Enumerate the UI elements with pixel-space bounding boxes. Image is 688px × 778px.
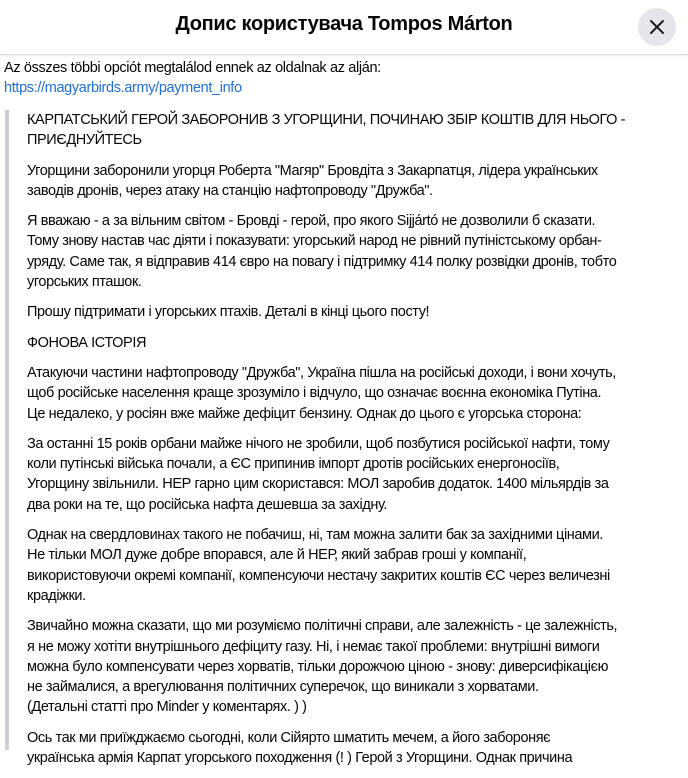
payment-link[interactable]: https://magyarbirds.army/payment_info: [4, 80, 242, 96]
post-paragraph: [27, 333, 625, 353]
paragraph-line: українська армія Карпат угорського походження (! ) Герой з Угорщини. Однак причина: [27, 750, 573, 767]
close-button[interactable]: [638, 8, 676, 46]
paragraph-line: не займалися, а врегулювання політичних суперечок, що виникали з хорватами.: [27, 679, 539, 696]
paragraph-line: Це недалеко, у росіян вже майже дефіцит бензину. Однак до цього є угорська сторона:: [27, 405, 582, 422]
paragraph-line: я не можу хотіти внутрішнього дефіциту газу. Ні, і немає такої проблеми: внутрішні вимоги: [27, 638, 600, 655]
paragraph-line: ПРИЄДНУЙТЕСЬ: [27, 132, 142, 149]
post-paragraph: [27, 302, 625, 322]
paragraph-line: щоб російське населення краще зрозуміло і відчуло, що означає воєнна економіка Путіна.: [27, 385, 602, 402]
paragraph-line: Угорщину звільнили. НЕР гарно цим скористався: МОЛ заробив додаток. 1400 мільярдів за: [27, 476, 609, 493]
dialog-title: Допис користувача Tompos Márton: [175, 13, 513, 35]
paragraph-line: Не тільки МОЛ дуже добре впорався, але й НЕР, який забрав гроші у компанії,: [27, 547, 527, 564]
quoted-post: [5, 110, 688, 767]
paragraph-line: можна було компенсувати через хорватів, тільки дорожчою ціною - знову: диверсифікацією: [27, 658, 609, 675]
post-body: [27, 110, 625, 778]
post-paragraph: [27, 211, 625, 292]
paragraph-line: Угорщини заборонили угорця Роберта "Магяр" Бровдіта з Закарпатця, лідера українських: [27, 162, 598, 179]
post-paragraph: [27, 525, 625, 606]
paragraph-line: коли путінські війська почали, а ЄС припинив імпорт дротів російських енергоносіїв,: [27, 456, 560, 473]
intro: [4, 58, 381, 98]
paragraph-line: Звичайно можна сказати, що ми розуміємо політичні справи, але залежність - це залежність,: [27, 618, 618, 635]
paragraph-line: угорських пташок.: [27, 274, 142, 291]
post-paragraph: [27, 363, 625, 424]
post-paragraph: [27, 161, 625, 202]
paragraph-line: Атакуючи частини нафтопроводу "Дружба", Україна пішла на російські доходи, і вони хочуть,: [27, 364, 616, 381]
post-paragraph: [27, 434, 625, 515]
paragraph-line: Прошу підтримати і угорських птахів. Деталі в кінці цього посту!: [27, 304, 430, 321]
paragraph-line: КАРПАТСЬКИЙ ГЕРОЙ ЗАБОРОНИВ З УГОРЩИНИ, ПОЧИНАЮ ЗБІР КОШТІВ ДЛЯ НЬОГО -: [27, 112, 626, 128]
intro-text: Az összes többi opciót megtalálod ennek az oldalnak az alján:: [4, 60, 381, 76]
post-paragraph: [27, 616, 625, 717]
close-icon: [649, 19, 665, 35]
paragraph-line: уряду. Саме так, я відправив 414 євро на повагу і підтримку 414 полку розвідки дронів, тобто: [27, 253, 617, 270]
paragraph-line: заводів дронів, через атаку на станцію нафтопроводу "Дружба".: [27, 182, 433, 199]
paragraph-line: Ось так ми приїжджаємо сьогодні, коли Сійярто шматить мечем, а його забороняє: [27, 729, 551, 746]
paragraph-line: Я вважаю - а за вільним світом - Бровді - герой, про якого Sijjártó не дозволили б сказати.: [27, 213, 596, 230]
paragraph-line: (Детальні статті про Minder у коментарях. ) ): [27, 699, 307, 716]
paragraph-line: використовуючи окремі компанії, компенсуючи нестачу закритих коштів ЄС через величезні: [27, 567, 610, 584]
paragraph-line: крадіжки.: [27, 587, 86, 604]
paragraph-line: два роки на те, що російська нафта дешевша за західну.: [27, 496, 388, 513]
paragraph-line: За останні 15 років орбани майже нічого не зробили, щоб позбутися російської нафти, тому: [27, 435, 610, 452]
dialog-header: [0, 0, 688, 55]
paragraph-line: ФОНОВА ІСТОРІЯ: [27, 334, 147, 351]
paragraph-line: Однак на свердловинах такого не побачиш, ні, там можна залити бак за західними цінами.: [27, 527, 603, 544]
post-paragraph: [27, 110, 625, 151]
paragraph-line: Тому знову настав час діяти і показувати: угорський народ не рівний путіністському орбан-: [27, 233, 602, 250]
